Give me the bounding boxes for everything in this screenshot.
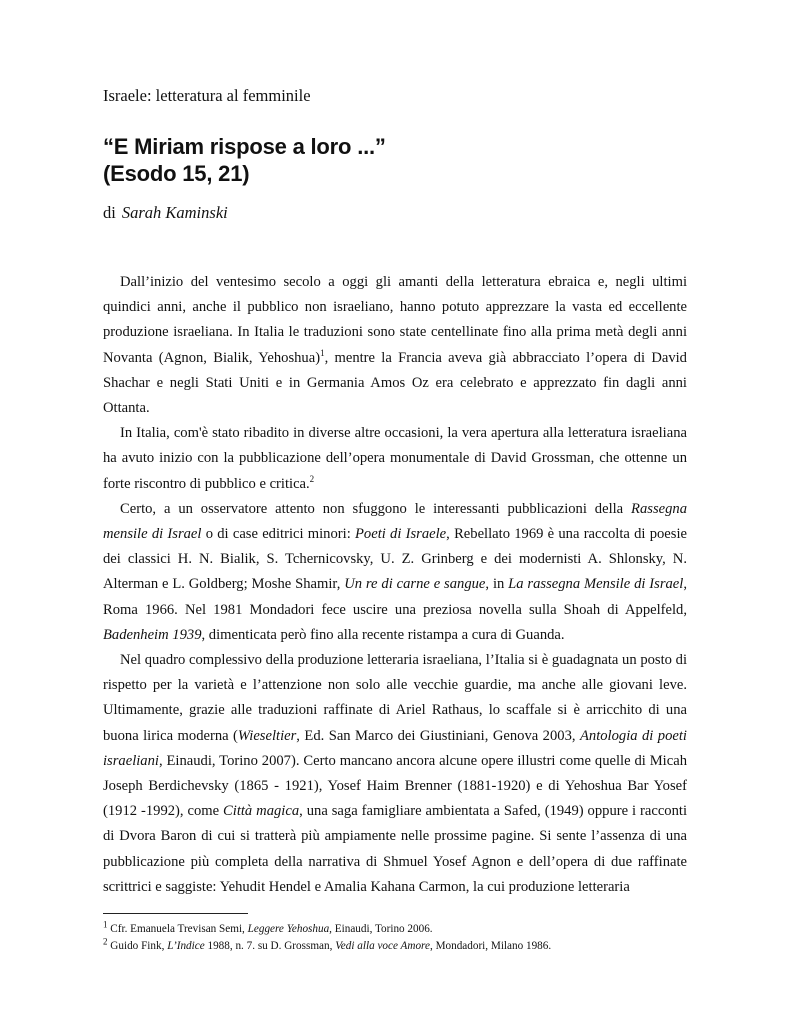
footnote-2: [103, 938, 703, 955]
italic-title: Vedi alla voce Amore: [335, 940, 430, 952]
italic-title: Wieseltier: [237, 727, 297, 744]
footnote-divider: [103, 913, 248, 914]
paragraph-2: [103, 421, 687, 497]
text-run: , Roma 1966. Nel 1981 Mondadori fece uscire una preziosa novella sulla Shoah di Appelfeld,: [103, 576, 687, 618]
footnote-number: 2: [103, 936, 108, 947]
text-run: , dimenticata però fino alla recente ristampa a cura di Guanda.: [201, 626, 565, 643]
byline: [103, 203, 228, 223]
title-line-2: (Esodo 15, 21): [103, 161, 250, 186]
text-run: , in: [485, 576, 509, 593]
italic-title: Rassegna mensile di Israel: [103, 500, 687, 543]
text-run: , Rebellato 1969 è una raccolta di poesie dei classici H. N. Bialik, S. Tchernicovsky, U. Z. Grinberg e dei modernisti A. Shlonsky, N. Alterman e L. Goldberg; Moshe Shamir,: [103, 526, 687, 593]
text-run: , Einaudi, Torino 2007). Certo mancano ancora alcune opere illustri come quelle di Micah Joseph Berdichevsky (1865 - 1921), Yosef Haim Brenner (1881-1920) e di Yehoshua Bar Yosef (1912 -1992), come: [103, 752, 687, 820]
text-run: 1988, n. 7. su D. Grossman,: [204, 940, 336, 952]
footnotes: [103, 921, 703, 955]
footnote-ref-2[interactable]: 2: [309, 473, 315, 484]
paragraph-1: [103, 270, 687, 421]
paragraph-3: [103, 497, 687, 648]
footnote-number: 1: [103, 919, 108, 930]
text-run: Einaudi, Torino 2006.: [331, 923, 433, 935]
article-title: [103, 133, 703, 187]
title-line-1: “E Miriam rispose a loro ...”: [103, 134, 386, 159]
italic-title: La rassegna Mensile di Israel: [508, 576, 684, 593]
footnote-1: [103, 921, 703, 938]
author-name: Sarah Kaminski: [121, 203, 228, 222]
text-run: Dall’inizio del ventesimo secolo a oggi gli amanti della letteratura ebraica e, negli ultimi quindici anni, anche il pubblico non israeliano, hanno potuto apprezzare la vasta ed eccellente produzione israeliana. In Italia le traduzioni sono state centellinate fino alla prima metà degli anni Novanta (Agnon, Bialik, Yehoshua): [103, 274, 687, 366]
italic-title: Poeti di Israele: [355, 526, 447, 543]
italic-title: Antologia di poeti israeliani: [103, 727, 687, 769]
byline-prefix: di: [103, 203, 116, 222]
text-run: , Mondadori, Milano 1986.: [429, 940, 552, 952]
text-run: o di case editrici minori:: [201, 526, 355, 543]
italic-title: Badenheim 1939: [103, 626, 202, 643]
italic-title: Un re di carne e sangue: [344, 576, 486, 593]
text-run: Certo, a un osservatore attento non sfuggono le interessanti pubblicazioni della: [120, 500, 632, 517]
italic-title: Città magica: [223, 803, 300, 820]
text-run: , mentre la Francia aveva già abbracciato l’opera di David Shachar e negli Stati Uniti e in Germania Amos Oz era celebrato e apprezzato fin dagli anni Ottanta.: [103, 349, 687, 417]
italic-title: Leggere Yehoshua,: [247, 923, 332, 935]
text-run: In Italia, com'è stato ribadito in diverse altre occasioni, la vera apertura alla letteratura israeliana ha avuto inizio con la pubblicazione dell’opera monumentale di David Grossman, che ottenne un forte riscontro di pubblico e critica.: [103, 425, 687, 492]
article-body: [103, 270, 687, 900]
text-run: Cfr. Emanuela Trevisan Semi,: [107, 923, 248, 935]
text-run: Guido Fink,: [107, 940, 168, 952]
text-run: , una saga famigliare ambientata a Safed, (1949) oppure i racconti di Dvora Baron di cui si tratterà più ampiamente nelle prossime pagine. Si sente l’assenza di una pubblicazione più completa della narrativa di Shmuel Yosef Agnon e dell’opera di due raffinate scrittrici e saggiste: Yehudit Hendel e Amalia Kahana Carmon, la cui produzione letteraria: [103, 803, 688, 895]
paragraph-4: [103, 648, 687, 900]
section-kicker: Israele: letteratura al femminile: [103, 86, 311, 105]
text-run: , Ed. San Marco dei Giustiniani, Genova 2003,: [296, 727, 580, 744]
text-run: Nel quadro complessivo della produzione letteraria israeliana, l’Italia si è guadagnata un posto di rispetto per la varietà e l’attenzione non solo alle vecchie guardie, ma anche alle giovani leve. Ultimamente, grazie alle traduzioni raffinate di Ariel Rathaus, lo scaffale si è arricchito di una buona lirica moderna (: [103, 652, 687, 744]
footnote-ref-1[interactable]: 1: [320, 347, 325, 358]
italic-title: L’Indice: [167, 940, 205, 952]
